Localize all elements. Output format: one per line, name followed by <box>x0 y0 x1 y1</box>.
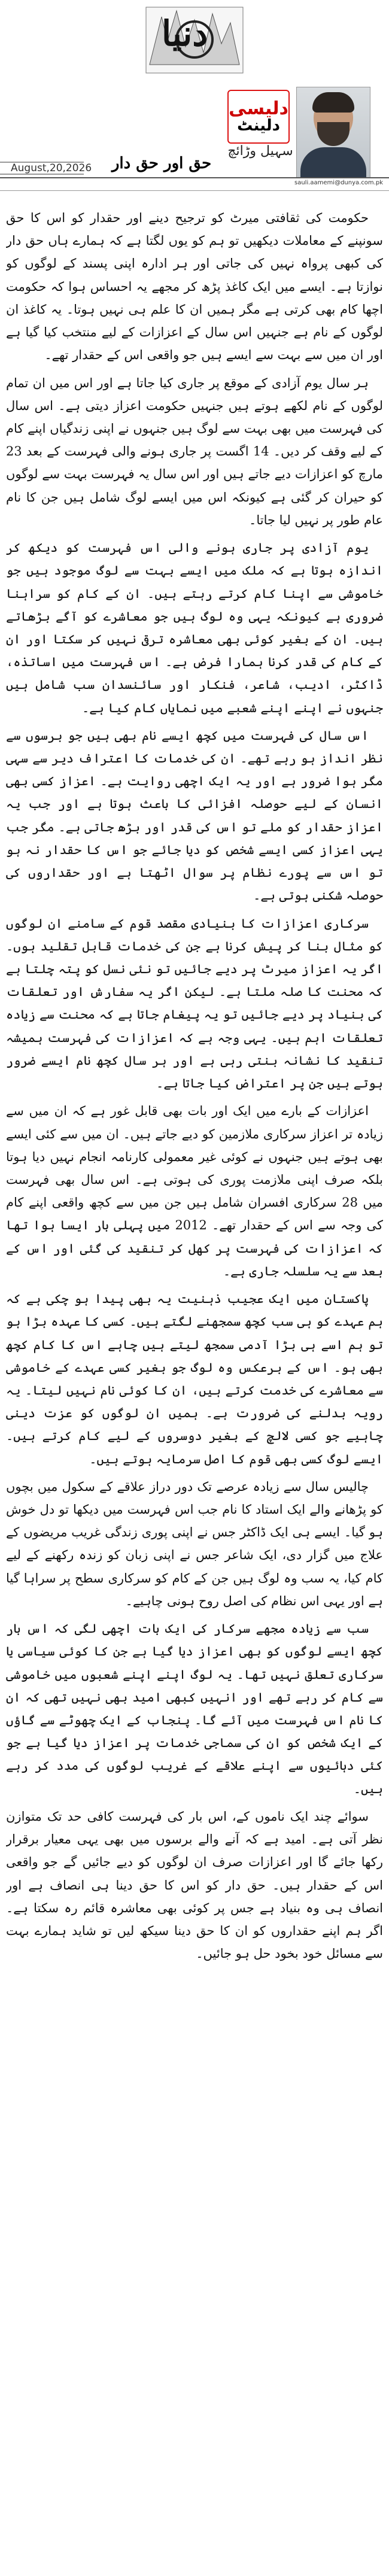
column-brand-badge <box>227 90 290 144</box>
article-paragraph: یوم آزادی پر جاری ہونے والی اس فہرست کو دیکھ کر اندازہ ہوتا ہے کہ ملک میں ایسے بہت سے لوگ موجود ہیں جو خاموشی سے اپنا کام کرتے رہتے ہیں۔ ان کے کام کو سراہنا ضروری ہے کیونکہ یہی وہ لوگ ہیں جو معاشرے کو آگے بڑھاتے ہیں۔ ان کے بغیر کوئی بھی معاشرہ ترقی نہیں کر سکتا اور ان کے کام کی قدر کرنا ہمارا فرض ہے۔ اس فہرست میں اساتذہ، ڈاکٹر، ادیب، شاعر، فنکار اور سائنسدان سب شامل ہیں جنہوں نے اپنے اپنے شعبے میں نمایاں کام کیا ہے۔ <box>6 540 383 715</box>
article-paragraph: چالیس سال سے زیادہ عرصے تک دور دراز علاقے کے سکول میں بچوں کو پڑھانے والے ایک استاد کا نام جب اس فہرست میں دیکھا تو دل خوش ہو گیا۔ ایسے ہی ایک ڈاکٹر جس نے اپنی پوری زندگی غریب مریضوں کے علاج میں گزار دی، ایک شاعر جس نے اپنی زبان کو زندہ رکھنے کے لیے کام کیا، یہ سب وہ لوگ ہیں جن کے کام کو سرکاری سطح پر سراہا گیا ہے اور یہی اس نظام کی اصل روح ہونی چاہیے۔ <box>6 1479 383 1608</box>
brand-line-2: دلینٹ <box>237 117 280 135</box>
article-paragraph: اعزازات کے بارے میں ایک اور بات بھی قابل غور ہے کہ ان میں سے زیادہ تر اعزاز سرکاری ملازمین کو دیے جاتے ہیں۔ ان میں سے کئی ایسے بھی ہوتے ہیں جنہوں نے کوئی غیر معمولی کارنامہ انجام نہیں دیا ہوتا بلکہ صرف اپنی ملازمت پوری کی ہوتی ہے۔ اس سال بھی فہرست میں 28 سرکاری افسران شامل ہیں جن میں سے کچھ واقعی اپنے کام کی وجہ سے اس کے حقدار تھے۔ 2012 میں پہلی بار ایسا ہوا تھا کہ اعزازات کی فہرست پر کھل کر تنقید کی گئی اور اس کے بعد سے یہ سلسلہ جاری ہے۔ <box>6 1104 383 1278</box>
brand-line-1: دلیسی <box>229 98 288 119</box>
article-paragraph: سب سے زیادہ مجھے سرکار کی ایک بات اچھی لگی کہ اس بار کچھ ایسے لوگوں کو بھی اعزاز دیا گیا ہے جن کا کوئی سیاسی یا سرکاری تعلق نہیں تھا۔ یہ لوگ اپنے اپنے شعبوں میں خاموشی سے کام کر رہے تھے اور انہیں کبھی امید بھی نہیں تھی کہ ان کا نام اس فہرست میں آئے گا۔ پنجاب کے ایک چھوٹے سے گاؤں کے ایک شخص کو ان کی سماجی خدمات پر اعزاز دیا گیا ہے جو کئی دہائیوں سے اپنے علاقے کے غریب لوگوں کی مدد کر رہے ہیں۔ <box>6 1621 383 1796</box>
author-email[interactable]: sauli.aamemi@dunya.com.pk <box>294 180 383 186</box>
article-paragraph: سرکاری اعزازات کا بنیادی مقصد قوم کے سامنے ان لوگوں کو مثال بنا کر پیش کرنا ہے جن کی خدمات قابل تقلید ہوں۔ اگر یہ اعزاز میرٹ پر دیے جائیں تو نئی نسل کو پتہ چلتا ہے کہ محنت کا صلہ ملتا ہے۔ لیکن اگر یہ سفارش اور تعلقات کی بنیاد پر دیے جائیں تو یہ پیغام جاتا ہے کہ محنت سے زیادہ تعلقات اہم ہیں۔ یہی وجہ ہے کہ اعزازات کی فہرست ہمیشہ تنقید کا نشانہ بنتی رہی ہے اور ہر سال کچھ نام ایسے ضرور ہوتے ہیں جن پر اعتراض کیا جاتا ہے۔ <box>6 916 383 1091</box>
article-paragraph: ہر سال یوم آزادی کے موقع پر جاری کیا جاتا ہے اور اس میں ان تمام لوگوں کے نام لکھے ہوتے ہیں جنہیں حکومت اعزاز دیتی ہے۔ اس سال کی فہرست میں بھی بہت سے لوگ ہیں جنہوں نے اپنی زندگیاں اپنے کام کے لیے وقف کر دیں۔ 14 اگست پر جاری ہونے والی فہرست کے بعد 23 مارچ کو اعزازات دیے جاتے ہیں اور اس سال یہ فہرست بہت سے لوگوں کو حیران کر گئی ہے کیونکہ اس میں ایسے لوگ شامل ہیں جن کا نام عام طور پر نہیں لیا جاتا۔ <box>6 375 383 527</box>
email-divider <box>0 190 389 191</box>
article-paragraph: پاکستان میں ایک عجیب ذہنیت یہ بھی پیدا ہو چکی ہے کہ ہم عہدے کو ہی سب کچھ سمجھنے لگتے ہیں۔ کسی کا عہدہ بڑا ہو تو ہم اسے ہی بڑا آدمی سمجھ لیتے ہیں چاہے اس کا کام کچھ بھی ہو۔ اس کے برعکس وہ لوگ جو بغیر کسی عہدے کے خاموشی سے معاشرے کی خدمت کرتے ہیں، ان کا کوئی نام نہیں لیتا۔ یہ رویہ بدلنے کی ضرورت ہے۔ ہمیں ان لوگوں کو عزت دینی چاہیے جو کسی لالچ کے بغیر دوسروں کے لیے کام کرتے ہیں۔ ایسے لوگ کسی بھی قوم کا اصل سرمایہ ہوتے ہیں۔ <box>6 1292 383 1466</box>
article-title: حق اور حق دار <box>111 154 212 172</box>
header-divider <box>0 177 389 178</box>
article-paragraph: حکومت کی ثقافتی میرٹ کو ترجیح دینے اور حقدار کو اس کا حق سونپنے کے معاملات دیکھیں تو ہم کو یوں لگتا ہے کہ ہمارے ہاں حق دار کی کبھی پرواہ نہیں کی جاتی اور ہر ادارہ اپنی پسند کے لوگوں کو نوازتا ہے۔ ایسے میں ایک کاغذ پڑھ کر مجھے یہ احساس ہوا کہ حکومت اچھا کام بھی کرتی ہے مگر ہمیں ان کا علم ہی نہیں ہوتا۔ یہ کاغذ ان لوگوں کے نام ہے جنہیں اس سال کے اعزازات کے لیے منتخب کیا گیا ہے اور ان میں سے بہت سے ایسے ہیں جو واقعی اس کے حقدار تھے۔ <box>6 211 383 363</box>
article-paragraph: اس سال کی فہرست میں کچھ ایسے نام بھی ہیں جو برسوں سے نظر انداز ہو رہے تھے۔ ان کی خدمات کا اعتراف دیر سے سہی مگر ہوا ضرور ہے اور یہ ایک اچھی روایت ہے۔ اعزاز کسی بھی انسان کے لیے حوصلہ افزائی کا باعث ہوتا ہے اور جب یہ اعزاز حقدار کو ملے تو اس کی قدر اور بڑھ جاتی ہے۔ مگر جب یہی اعزاز کسی ایسے شخص کو دیا جائے جو اس کا حقدار نہ ہو تو اس سے پورے نظام پر سوال اٹھتا ہے اور حقداروں کی حوصلہ شکنی ہوتی ہے۔ <box>6 728 383 903</box>
logo-text: دنیا <box>162 13 208 54</box>
article-paragraph: سوائے چند ایک ناموں کے، اس بار کی فہرست کافی حد تک متوازن نظر آتی ہے۔ امید ہے کہ آنے والے برسوں میں بھی یہی معیار برقرار رکھا جائے گا اور اعزازات صرف ان لوگوں کو دیے جائیں گے جو واقعی اس کے حقدار ہیں۔ حق دار کو اس کا حق دینا ہی انصاف ہے اور انصاف ہی وہ بنیاد ہے جس پر کوئی بھی معاشرہ قائم رہ سکتا ہے۔ اگر ہم اپنے حقداروں کو ان کا حق دینا سیکھ لیں تو شاید ہمارے بہت سے مسائل خود بخود حل ہو جائیں۔ <box>6 1809 383 1961</box>
author-name: سہیل وڑائچ <box>227 144 293 159</box>
author-photo <box>296 87 370 178</box>
article-body <box>6 206 383 2574</box>
column-header <box>0 0 389 215</box>
publish-date: August,20,2026 <box>0 162 84 175</box>
newspaper-logo <box>144 5 245 75</box>
